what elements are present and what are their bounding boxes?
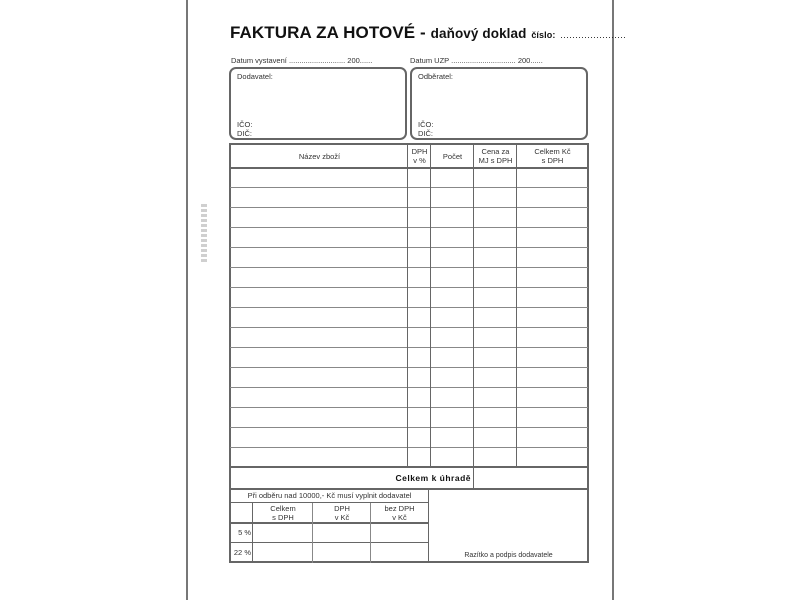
number-field[interactable]: ...................... (560, 30, 627, 40)
table-row[interactable] (230, 387, 588, 388)
uzp-date-label: Datum UZP ............................... (410, 56, 516, 65)
invoice-title (230, 23, 626, 43)
vat-col-base: bez DPH v Kč (384, 503, 415, 522)
col-header-name: Název zboží (298, 151, 341, 161)
title-sub: daňový doklad (430, 26, 527, 41)
header-divider (230, 167, 588, 169)
col-divider (430, 144, 431, 467)
table-row[interactable] (230, 447, 588, 448)
col-divider (516, 144, 517, 467)
table-row[interactable] (230, 347, 588, 348)
col-divider (473, 144, 474, 489)
signature-area[interactable] (430, 490, 587, 562)
supplier-dic-label: DIČ: (237, 129, 252, 138)
issue-date-year: 200...... (347, 56, 373, 65)
total-amount-field[interactable] (475, 468, 587, 488)
table-row[interactable] (230, 247, 588, 248)
uzp-date-year: 200...... (517, 56, 543, 65)
col-divider (407, 144, 408, 467)
vat-rate-5: 5 % (238, 528, 251, 537)
table-row[interactable] (230, 427, 588, 428)
customer-label: Odběratel: (418, 72, 454, 81)
table-row[interactable] (230, 227, 588, 228)
issue-date-field[interactable] (231, 56, 372, 65)
vat-col-vat: DPH v Kč (334, 503, 350, 522)
vat-rate-22: 22 % (233, 548, 251, 557)
total-label: Celkem k úhradě (395, 472, 471, 483)
supplier-label: Dodavatel: (237, 72, 273, 81)
vat-22-total-field[interactable] (253, 543, 312, 562)
issue-date-label: Datum vystavení ........................... (231, 56, 346, 65)
vat-notice: Při odběru nad 10000,- Kč musí vyplnit dodavatel (247, 491, 412, 500)
vat-5-vat-field[interactable] (313, 523, 370, 542)
col-header-vat-rate: DPH v % (411, 147, 428, 165)
signature-label: Razítko a podpis dodavatele (464, 552, 553, 559)
table-row[interactable] (230, 407, 588, 408)
table-row[interactable] (230, 207, 588, 208)
number-label: číslo: (531, 30, 556, 40)
table-row[interactable] (230, 287, 588, 288)
table-row[interactable] (230, 367, 588, 368)
col-header-total: Celkem Kč s DPH (534, 147, 571, 165)
uzp-date-field[interactable] (410, 56, 543, 65)
col-header-quantity: Počet (442, 151, 463, 161)
printer-imprint-vertical (201, 202, 207, 262)
vat-22-base-field[interactable] (371, 543, 428, 562)
customer-ico-label: IČO: (418, 120, 434, 129)
customer-dic-label: DIČ: (418, 129, 433, 138)
vat-col-total: Celkem s DPH (270, 503, 296, 522)
col-header-unit-price: Cena za MJ s DPH (478, 147, 513, 165)
vat-22-vat-field[interactable] (313, 543, 370, 562)
signature-divider (428, 489, 429, 563)
vat-5-total-field[interactable] (253, 523, 312, 542)
vat-5-base-field[interactable] (371, 523, 428, 542)
table-row[interactable] (230, 307, 588, 308)
title-main: FAKTURA ZA HOTOVÉ - (230, 23, 426, 42)
customer-box[interactable] (410, 67, 588, 140)
supplier-ico-label: IČO: (237, 120, 253, 129)
table-row[interactable] (230, 267, 588, 268)
table-row[interactable] (230, 327, 588, 328)
table-row[interactable] (230, 187, 588, 188)
supplier-box[interactable] (229, 67, 407, 140)
